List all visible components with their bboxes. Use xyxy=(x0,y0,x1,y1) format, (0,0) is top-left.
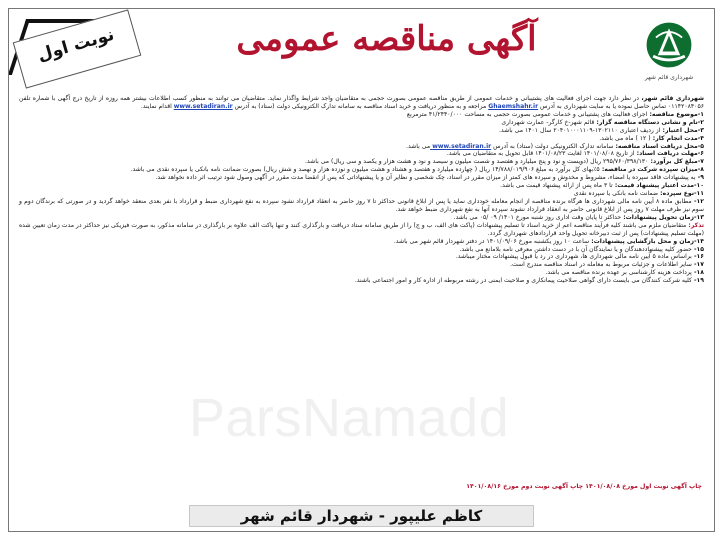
notice-item-label: ۲-نام و نشانی دستگاه مناقصه گزار: xyxy=(594,118,704,126)
intro-site-link-2[interactable]: www.setadiran.ir xyxy=(173,102,233,110)
print-dates: چاپ آگهی نوبت اول مورخ ۱۴۰۱/۰۸/۰۸ چاپ آگهی نوبت دوم مورخ ۱۴۰۱/۰۸/۱۶ xyxy=(466,483,702,490)
notice-item xyxy=(19,261,704,269)
notice-item-label: ۸-میزان سپرده شرکت در مناقصه: xyxy=(599,166,704,174)
municipality-logo xyxy=(634,17,704,81)
notice-item-text: حداکثر تا پایان وقت اداری روز شنبه مورخ ۱۴۰۱/ ۰۹ /۰۵ می باشد. xyxy=(453,213,622,221)
notice-title: آگهی مناقصه عمومی xyxy=(236,19,537,59)
notice-item-text: از ردیف اعتباری ۱۳۰۲۱۱۰-۲۰۴۰۱۰۰۰۱۱۰۹ سال ۱۴۰۱ می باشد. xyxy=(498,126,661,134)
notice-item xyxy=(19,143,704,151)
intro-text-2: مراجعه و به منظور دریافت و خرید اسناد مناقصه به سامانه تدارک الکترونیکی دولت (ستاد) به آدرس xyxy=(234,102,487,110)
notice-item-text: پرداخت هزینه کارشناسی بر عهده برنده مناقصه می باشد. xyxy=(545,269,692,277)
notice-body xyxy=(19,95,704,503)
notice-item-text: متقاضیان ملزم می باشند کلیه فرآیند مناقصه اعم از خرید اسناد تا تسلیم پیشنهادات (پاکت های الف، ب و ج) را از طریق سامانه ستاد دریافت و بارگذاری کنند و تنها پاکت الف علاوه بر بارگذاری در سامانه مذکور، به صورت فیزیکی نیز حداکثر در مدت زمان تعیین شده (مهلت تسلیم پیشنهادات) پس از ثبت دبیرخانه تحویل واحد قراردادهای شهرداری گردد. xyxy=(18,221,704,237)
notice-item xyxy=(19,174,704,182)
notice-item xyxy=(19,253,704,261)
notice-item-label: ۳-محل اعتبار: xyxy=(660,126,704,134)
notice-item xyxy=(19,269,704,277)
notice-item-label: ۱۲- xyxy=(691,197,704,205)
notice-item-label: ۷-مبلغ کل برآورد: xyxy=(648,158,704,166)
notice-item xyxy=(19,214,704,222)
notice-item-label: ۱۸- xyxy=(691,269,704,277)
notice-item-text: حضور کلیه پیشنهاددهندگان و یا نمایندگان آن با در دست داشتن معرفی نامه بلامانع می باشد. xyxy=(459,245,692,253)
notice-item-label: ۱۰-مدت اعتبار پیشنهاد قیمت: xyxy=(612,182,704,190)
notice-item-label: ۱۱-نوع سپرده: xyxy=(658,190,704,198)
notice-item xyxy=(19,238,704,246)
notice-item-site-link[interactable]: www.setadiran.ir xyxy=(430,142,492,150)
notice-item-text: مطابق ماده ۸ آیین نامه مالی شهرداری ها هرگاه برنده مناقصه از انجام معامله خودداری نماید یا پس از ابلاغ قانونی حداکثر تا ۷ روز حاضر به انعقاد قرارداد نشود سپرده به نفع شهرداری ضبط و قرارداد با نفر بعدی منعقد خواهد گردید و در صورتی که برندگان دوم و سوم نیز ظرف مهلت ۷ روز پس از ابلاغ قانونی حاضر به انعقاد قرارداد نشوند سپرده آنها به نفع شهرداری ضبط خواهد شد. xyxy=(19,197,704,213)
turn-badge-text: نوبت اول xyxy=(35,24,117,66)
intro-site-link[interactable]: Ghaemshahr.ir xyxy=(488,102,539,110)
notice-item-label: ۱۵- xyxy=(691,245,704,253)
municipality-logo-icon xyxy=(641,17,697,73)
notice-item-label: ۶-مهلت دریافت اسناد: xyxy=(634,150,704,158)
notice-item-text: سایر اطلاعات و جزئیات مربوط به معامله در اسناد مناقصه مندرج است. xyxy=(510,261,692,269)
notice-item-text: قائم شهر-خ کارگر- عمارت شهرداری xyxy=(501,118,595,126)
watermark: ParsNamadd xyxy=(189,388,510,448)
notice-item-text: تا ۳ ماه پس از ارائه پیشنهاد قیمت می باشد. xyxy=(500,182,613,190)
notice-item-label: ۱۴-زمان و محل بازگشایی پیشنهادات: xyxy=(589,237,704,245)
notice-item-text: ۵٪بهای کل برآورد به مبلغ ۱۴/۷۸۸/۰۱۹/۹۰۶ ریال ( چهارده میلیارد و هفتصد و هشتاد و هشت میلیون و نوزده هزار و نهصد و شش ریال) بصورت ضمانت نامه بانکی یا سپرده نقدی می باشد. xyxy=(130,166,600,174)
notice-item-text: ساعت ۱۰ روز یکشنبه مورخ ۱۴۰۱/۰۹/۰۶ در دفتر شهردار قائم شهر می باشد. xyxy=(393,237,590,245)
notice-item-text: کلیه شرکت کنندگان می بایست دارای گواهی صلاحیت پیمانکاری و صلاحیت ایمنی در رشته مربوطه از اداره کار و امور اجتماعی باشند. xyxy=(354,277,692,285)
notice-item xyxy=(19,119,704,127)
notice-item-text: به پیشنهادات فاقد سپرده یا امضاء، مشروط و مخدوش و سپرده های کمتر از میزان مقرر در اسناد، چک شخصی و نظایر آن و یا پیشنهاداتی که پس از انقضا مدت مقرر در آگهی وصول شود ترتیب اثر داده نخواهد شد. xyxy=(155,174,696,182)
notice-item-text-after: می باشد. xyxy=(406,142,431,150)
notice-item xyxy=(19,135,704,143)
notice-item-text: اجرای فعالیت های پشتیبانی و خدمات عمومی بصورت حجمی به مساحت ۴۱/۲۴۴۰/۰۰۰ مترمربع xyxy=(406,110,648,118)
notice-item xyxy=(19,182,704,190)
notice-item-text: ۲۹۵/۷۶۰/۳۹۸/۱۳۰ ریال (دویست و نود و پنج میلیارد و هفتصد و شصت میلیون و سیصد و نود و هشت هزار و یکصد و سی ریال) می باشد. xyxy=(305,158,649,166)
intro-text: در نظر دارد جهت اجرای فعالیت های پشتیبانی و خدمات عمومی از طریق مناقصه عمومی بصورت حجمی به متقاضیان واجد شرایط واگذار نماید. متقاضیان می توانند به منظور کسب اطلاعات بیشتر همه روزه از تاریخ درج آگهی با شماره تلفن ۰۱۱۴۲۰۸۴۰۵۶ تماس حاصل نموده یا به سایت شهرداری به آدرس xyxy=(19,95,704,110)
notice-item xyxy=(19,127,704,135)
intro-paragraph xyxy=(19,95,704,111)
notice-item-label: ۱۶- xyxy=(691,253,704,261)
notice-header xyxy=(9,9,714,91)
notice-item-label: ۴-مدت انجام کار: xyxy=(650,134,704,142)
notice-item-label: ۵-محل دریافت اسناد مناقصه: xyxy=(613,142,704,150)
notice-item-text: ضمانت نامه بانکی یا سپرده نقدی xyxy=(573,190,659,198)
notice-item-label: ۹- xyxy=(695,174,704,182)
notice-item-text: ( ۱۲ ) ماه می باشد. xyxy=(599,134,651,142)
notice-item xyxy=(19,277,704,285)
notice-item-label: ۱۷- xyxy=(691,261,704,269)
logo-caption: شهرداری قائم شهر xyxy=(644,74,694,81)
signature-bar: کاظم علیپور - شهردار قائم شهر xyxy=(189,505,534,527)
notice-item-label: ۱۹- xyxy=(691,277,704,285)
notice-item-label: ۱۳-زمان تحویل پیشنهادات: xyxy=(621,213,704,221)
notice-item-text: از تاریخ ۱۴۰۱/۰۸/۰۸ لغایت ۱۴۰۱/۰۸/۲۳ قابل تحویل به متقاضیان می باشد. xyxy=(446,150,635,158)
notice-items xyxy=(19,111,704,285)
intro-text-3: اقدام نمایند. xyxy=(140,102,172,110)
notice-item-label: ۱-موضوع مناقصه: xyxy=(647,110,704,118)
notice-item xyxy=(19,222,704,238)
notice-frame xyxy=(8,8,715,532)
notice-item xyxy=(19,190,704,198)
notice-item-text: سامانه تدارک الکترونیکی دولت (ستاد) به آدرس xyxy=(491,142,614,150)
notice-item xyxy=(19,111,704,119)
notice-item-label: تذکر: xyxy=(686,221,704,229)
intro-bold: شهرداری قائم شهر، xyxy=(641,95,705,102)
notice-item-text: براساس ماده ۵ آیین نامه مالی شهرداری ها، شهرداری در رد یا قبول پیشنهادات مختار میباشد. xyxy=(455,253,692,261)
notice-item xyxy=(19,198,704,214)
